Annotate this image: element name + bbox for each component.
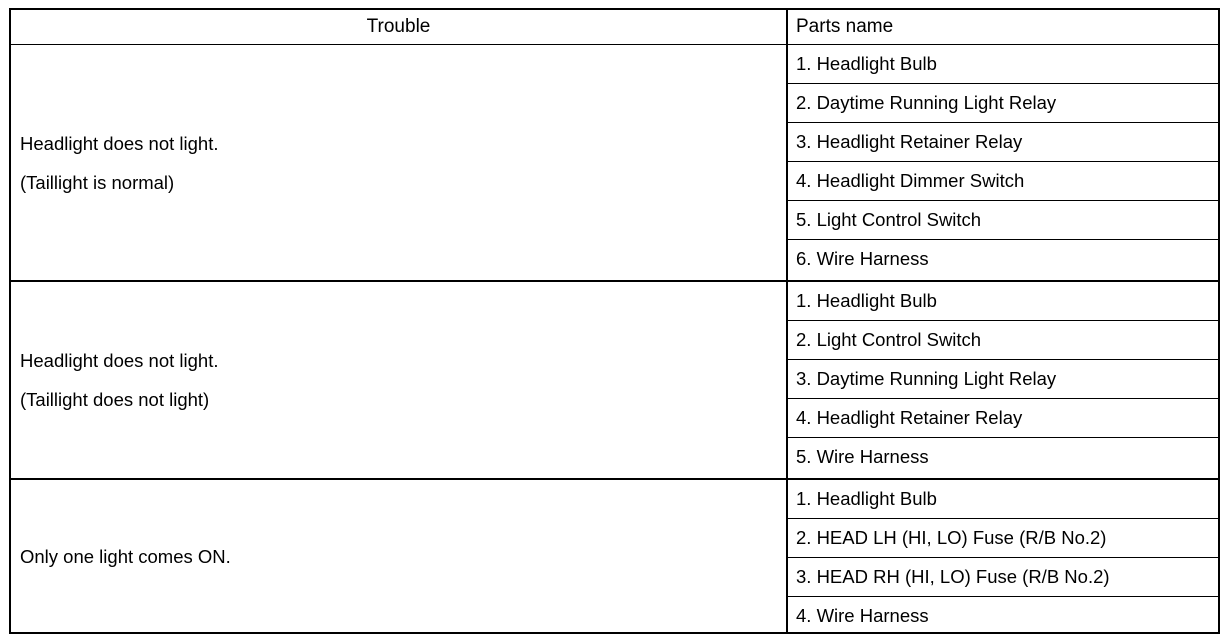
part-item: 1. Headlight Bulb [788,480,1218,519]
part-item: 2. Daytime Running Light Relay [788,84,1218,123]
parts-list [788,45,1218,279]
part-item: 1. Headlight Bulb [788,282,1218,321]
part-item: 1. Headlight Bulb [788,45,1218,84]
trouble-cell [20,480,780,632]
trouble-cell [20,282,780,478]
part-item: 4. Headlight Retainer Relay [788,399,1218,438]
parts-list [788,480,1218,636]
header-parts-name: Parts name [796,16,894,37]
troubleshooting-table [9,8,1220,634]
table-row [11,480,1218,632]
header-trouble: Trouble [366,16,431,37]
part-item: 3. HEAD RH (HI, LO) Fuse (R/B No.2) [788,558,1218,597]
trouble-note: (Taillight does not light) [20,389,210,410]
table-header-row [11,10,1218,45]
trouble-text: Headlight does not light. [20,350,219,371]
part-item: 2. HEAD LH (HI, LO) Fuse (R/B No.2) [788,519,1218,558]
part-item: 5. Wire Harness [796,446,929,467]
table-row [11,282,1218,480]
part-item: 4. Headlight Dimmer Switch [788,162,1218,201]
part-item: 4. Wire Harness [796,605,929,626]
part-item: 6. Wire Harness [796,248,929,269]
trouble-text: Headlight does not light. [20,132,219,154]
trouble-text: Only one light comes ON. [20,545,231,567]
trouble-note: (Taillight is normal) [20,171,175,193]
part-item: 2. Light Control Switch [788,321,1218,360]
table-row [11,45,1218,282]
part-item: 3. Daytime Running Light Relay [788,360,1218,399]
part-item: 3. Headlight Retainer Relay [788,123,1218,162]
part-item: 5. Light Control Switch [788,201,1218,240]
parts-list [788,282,1218,477]
trouble-cell [20,45,780,280]
